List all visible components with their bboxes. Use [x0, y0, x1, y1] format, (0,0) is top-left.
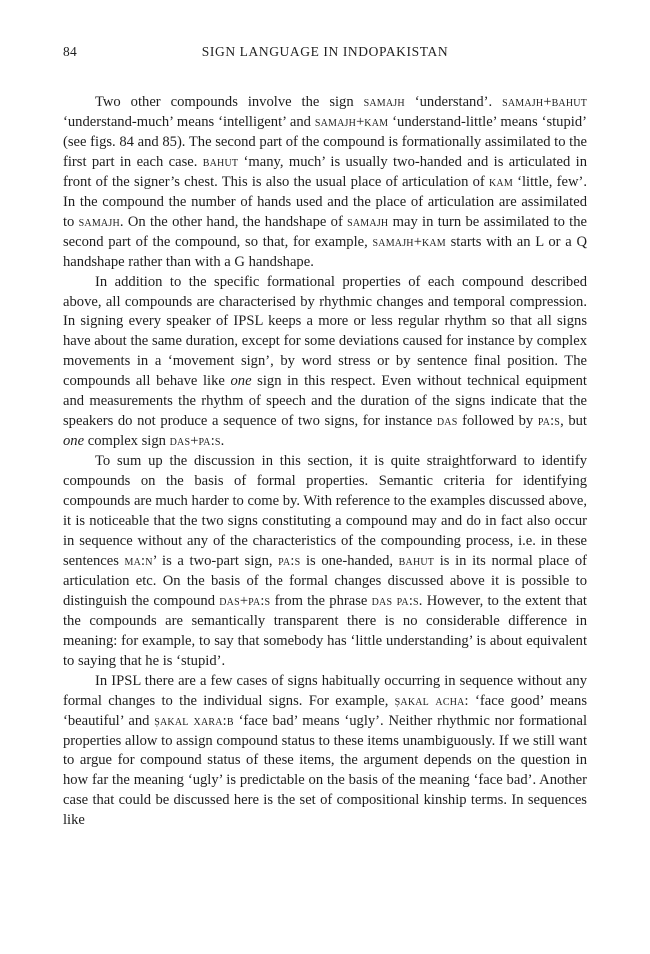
sign-gloss: kam — [421, 233, 446, 250]
sign-gloss: bahut — [202, 153, 239, 170]
sign-gloss: bahut — [398, 552, 435, 569]
text-run: starts with an L or a Q handshape rather than with a G handshape. — [63, 233, 587, 270]
paragraph — [63, 452, 587, 671]
text-run: + — [543, 94, 552, 110]
text-run: In addition to the specific formational properties of each compound described above, all compounds are characterised by rhythmic changes and temporal compression. In signing every speaker of IPSL keeps a more or less regular rhythm so that all signs have about the same duration, except for some deviations caused for instance by complex movements in a ‘movement sign’, by word stress or by sentence final position. The compounds all behave like — [63, 273, 587, 390]
text-run: is in its normal place of articulation etc. On the basis of the formal changes discussed above it is possible to distinguish the compound — [63, 552, 587, 609]
text-run: ‘many, much’ is usually two-handed and is articulated in front of the signer’s chest. This is also the usual place of articulation of — [63, 153, 588, 190]
text-run: ’ is a two-part sign, — [152, 552, 279, 569]
text-run: ‘face good’ means ‘beautiful’ and — [63, 692, 588, 729]
text-run: from the phrase — [270, 592, 372, 609]
sign-gloss: samajh — [78, 213, 120, 230]
page-number: 84 — [63, 44, 78, 59]
running-head: SIGN LANGUAGE IN INDOPAKISTAN — [201, 44, 449, 59]
text-run: is one-handed, — [300, 552, 399, 569]
text-run: To sum up the discussion in this section, it is quite straightforward to identify compounds on the basis of formal properties. Semantic criteria for identifying compounds are much harder to come by. With reference to the examples discussed above, it is noticeable that the two signs constituting a compound may and do in fact also occur in sequence without any of the characteristics of the compounding process, i.e. in these sentences — [63, 453, 587, 569]
text-run: followed by — [457, 413, 538, 430]
text-run: . However, to the extent that the compounds are semantically transparent there is no considerable difference in meaning: for example, to say that somebody has ‘little understanding’ is about equivalent to saying that he is ‘stupid’. — [63, 592, 587, 669]
page-header — [63, 44, 587, 66]
sign-gloss: ṣakal xara:b — [154, 712, 234, 729]
text-run: ‘little, few’. In the compound the number of hands used and the place of articulation are assimilated to — [63, 173, 587, 230]
paragraph — [63, 93, 587, 273]
text-run: complex sign — [84, 433, 170, 450]
text-run: Two other compounds involve the sign — [95, 94, 364, 110]
sign-gloss: samajh — [347, 213, 389, 230]
sign-gloss: samajh — [314, 113, 357, 130]
text-run: , but — [560, 413, 587, 430]
paragraph — [63, 672, 587, 832]
text-run: ‘understand-little’ means ‘stupid’ (see figs. 84 and 85). The second part of the compound is formationally assimilated to the first part in each case. — [63, 113, 587, 170]
sign-gloss: pa:s — [198, 433, 221, 450]
sign-gloss: bahut — [551, 94, 588, 110]
emphasis: one — [63, 433, 85, 450]
text-run: . On the other hand, the handshape of — [119, 213, 348, 230]
sign-gloss: das pa:s — [371, 592, 419, 609]
sign-gloss: kam — [364, 113, 389, 130]
text-run: sign in this respect. Even without technical equipment and measurements the rhythm of speech and the duration of the signs indicate that the speakers do not produce a sequence of two signs, for instance — [63, 373, 587, 430]
emphasis: one — [230, 373, 252, 390]
sign-gloss: pa:s — [278, 552, 301, 569]
book-page — [63, 44, 587, 831]
sign-gloss: kam — [488, 173, 513, 190]
sign-gloss: ṣakal acha: — [394, 692, 469, 709]
text-run: . — [220, 433, 225, 450]
sign-gloss: ma:n — [124, 552, 153, 569]
text-run: may in turn be assimilated to the second part of the compound, so that, for example, — [63, 213, 587, 250]
body-text — [63, 93, 587, 831]
sign-gloss: das — [169, 433, 191, 450]
sign-gloss: samajh — [363, 94, 405, 110]
sign-gloss: das — [219, 592, 240, 609]
text-run: ‘understand-much’ means ‘intelligent’ and — [63, 113, 315, 130]
text-run: + — [239, 592, 249, 609]
text-run: + — [356, 113, 365, 130]
text-run: ‘understand’. — [404, 94, 503, 110]
sign-gloss: pa:s — [537, 413, 561, 430]
text-run: In IPSL there are a few cases of signs habitually occurring in sequence without any formal changes to the individual signs. For example, — [63, 672, 587, 709]
sign-gloss: samajh — [502, 94, 544, 110]
text-run: ‘face bad’ means ‘ugly’. Neither rhythmic nor formational properties allow to assign compound status to these items unambiguously. If we still want to argue for compound status of these items, the argument depends on the question in how far the meaning ‘ugly’ is predictable on the basis of the meaning ‘face bad’. Another case that could be discussed here is the set of compositional kinship terms. In sequences like — [63, 712, 587, 829]
sign-gloss: das — [436, 413, 458, 430]
paragraph — [63, 273, 587, 453]
text-run: + — [190, 433, 199, 450]
text-run: + — [413, 233, 422, 250]
sign-gloss: samajh — [372, 233, 414, 250]
sign-gloss: pa:s — [248, 592, 271, 609]
